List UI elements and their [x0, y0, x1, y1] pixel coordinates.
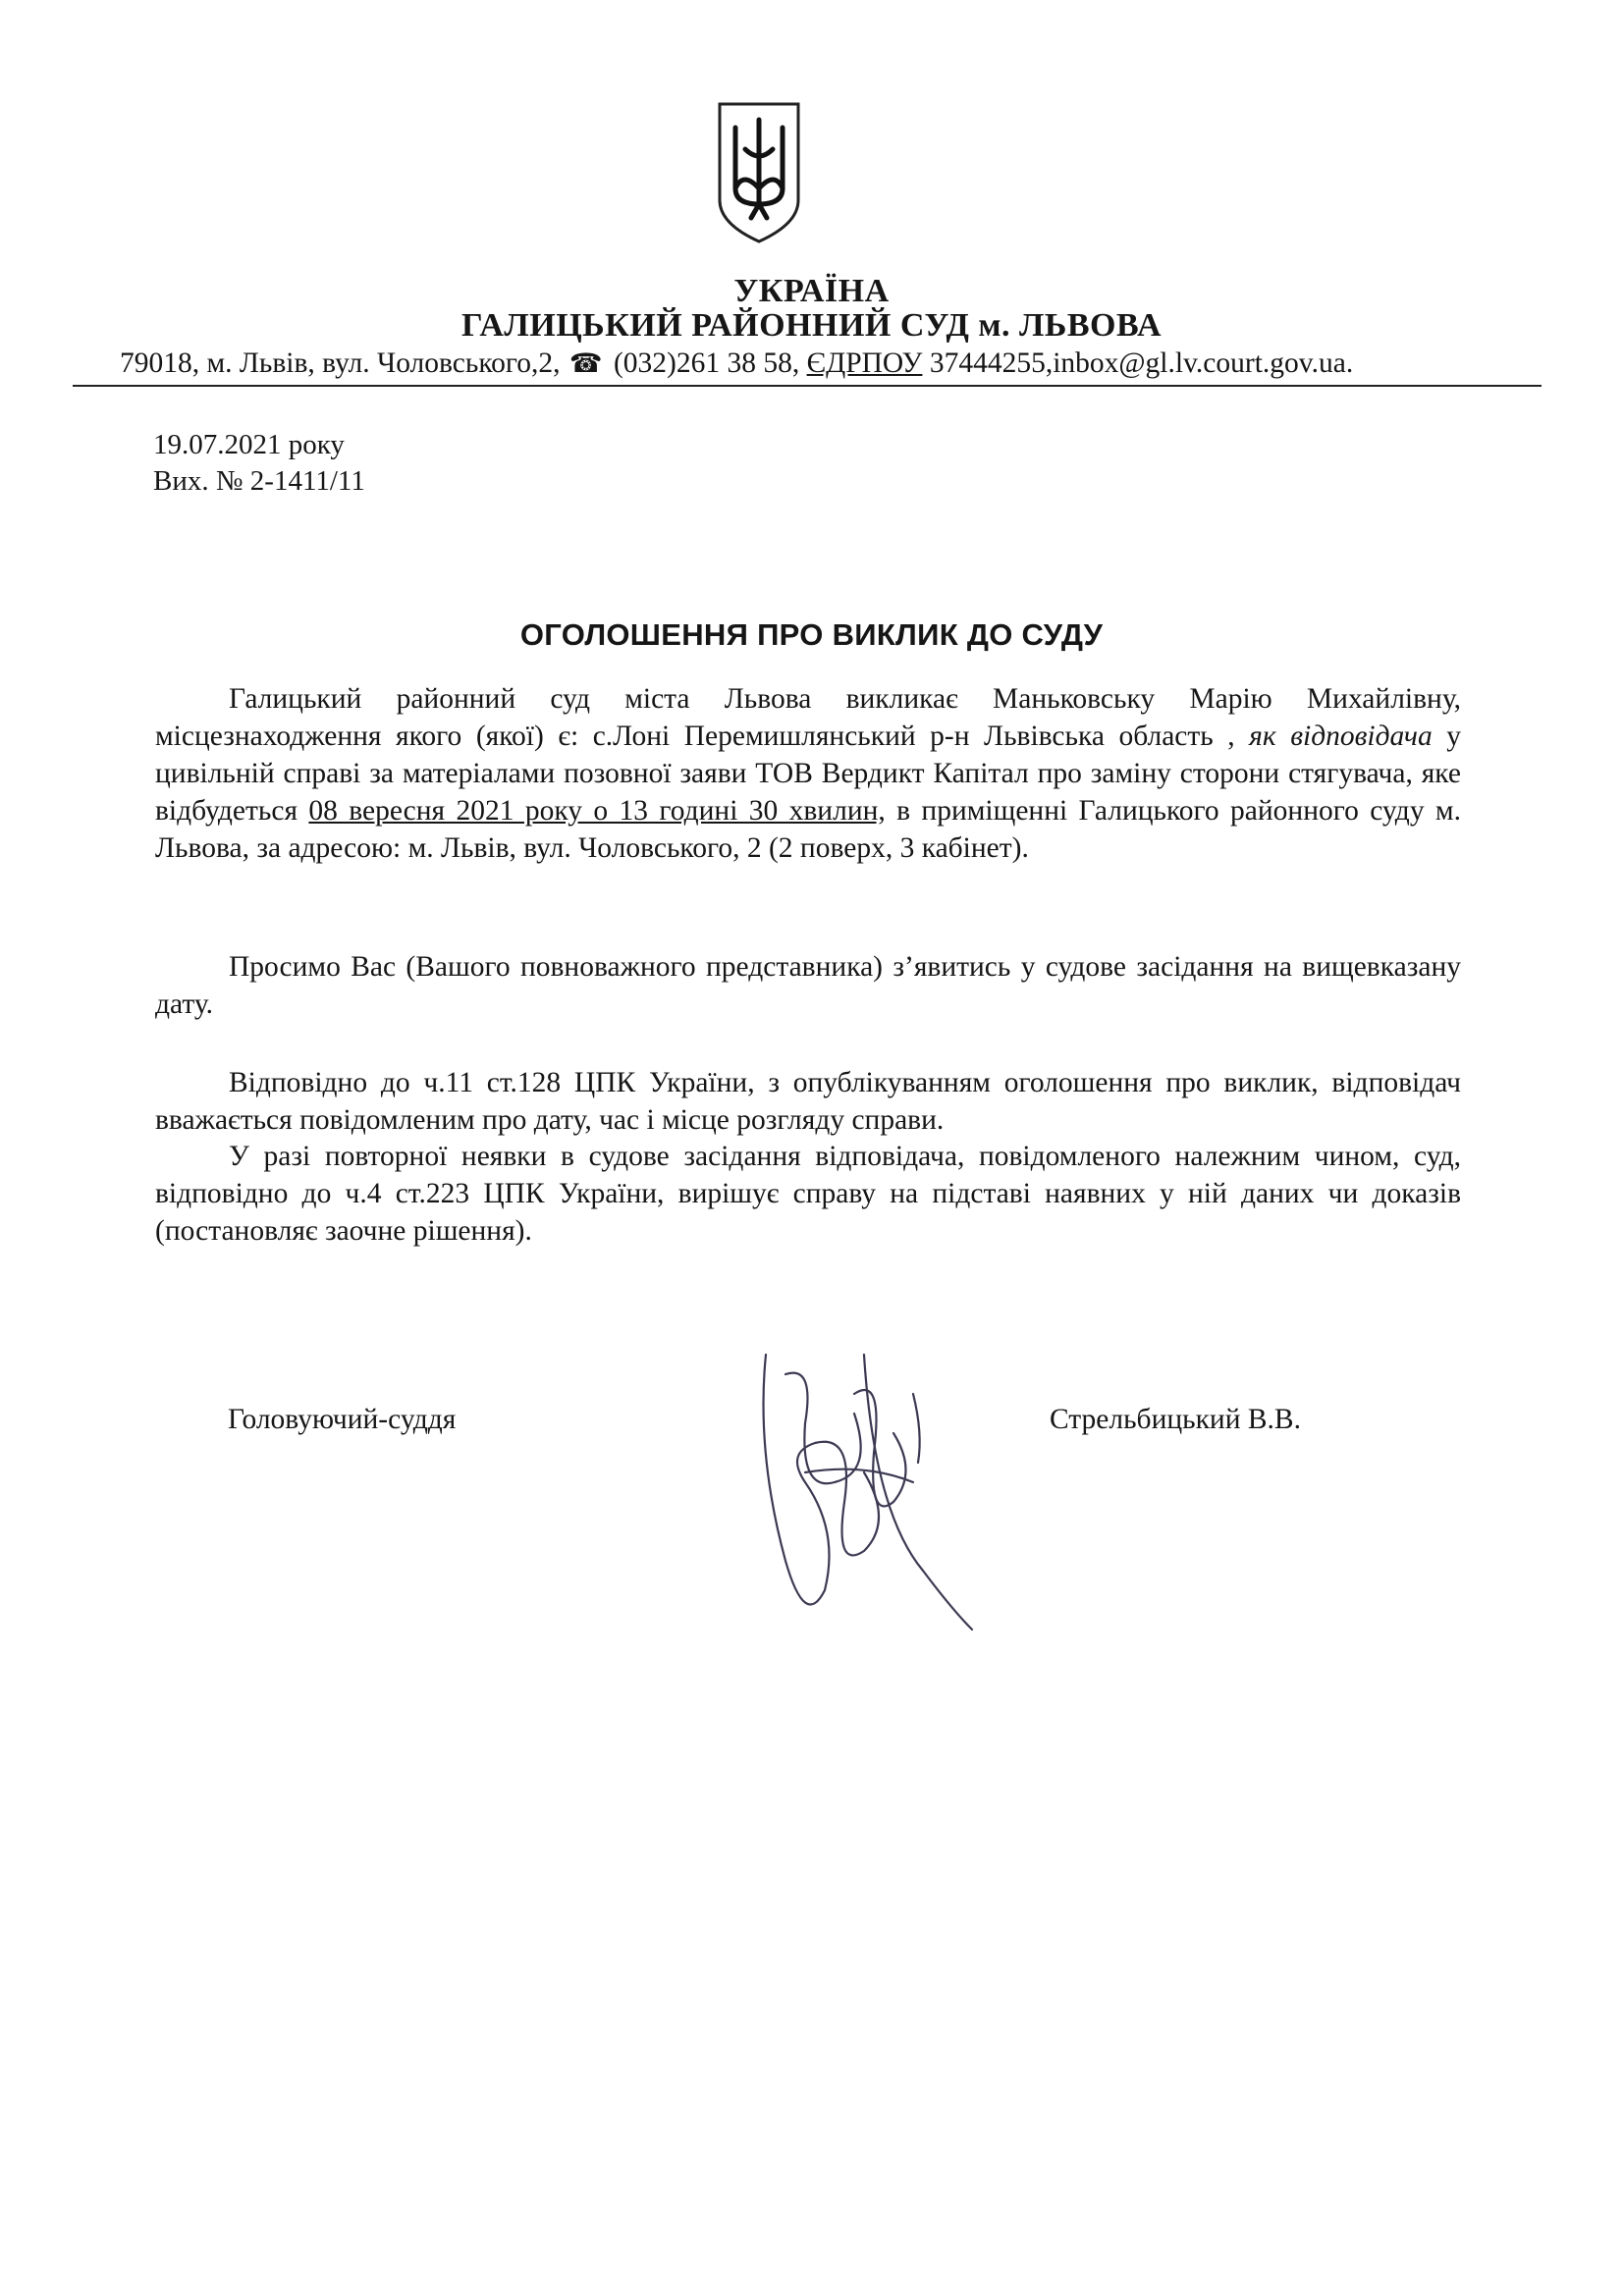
document-title: ОГОЛОШЕННЯ ПРО ВИКЛИК ДО СУДУ — [519, 617, 1104, 652]
summons-role: як відповідача — [1249, 721, 1433, 752]
summons-text-3: в приміщенні Галицького районного суду м. Львова, за адресою: м. Львів, вул. Чоловського, 2 (2 поверх, 3 кабінет). — [155, 795, 1461, 864]
court-address: 79018, м. Львів, вул. Чоловського,2, — [120, 347, 561, 379]
court-phone: (032)261 38 58, — [613, 347, 800, 379]
summons-paragraph — [155, 680, 1461, 867]
phone-icon: ☎ — [568, 348, 603, 378]
default-judgment-paragraph — [155, 1138, 1461, 1250]
notice-text: Відповідно до ч.11 ст.128 ЦПК України, з опублікуванням оголошення про виклик, відповідач вважається повідомленим про дату, час і місце розгляду справи. — [155, 1067, 1461, 1136]
header-divider — [73, 385, 1542, 387]
request-text: Просимо Вас (Вашого повноважного представника) з’явитись у судове засідання на вищевказану дату. — [155, 951, 1461, 1020]
hearing-datetime: 08 вересня 2021 року о 13 годині 30 хвилин, — [308, 795, 886, 827]
handwritten-signature — [746, 1335, 1001, 1649]
summons-text-1: Галицький районний суд міста Львова викликає Маньковську Марію Михайлівну, місцезнаходження якого (якої) є: с.Лоні Перемишлянський р-н Львівська область , — [155, 683, 1461, 752]
default-judgment-text: У разі повторної неявки в судове засідання відповідача, повідомленого належним чином, суд, відповідно до ч.4 ст.223 ЦПК України, вирішує справу на підставі наявних у ній даних чи доказів (постановляє заочне рішення). — [155, 1141, 1461, 1247]
edrpou-and-email: 37444255,inbox@gl.lv.court.gov.ua. — [929, 347, 1354, 379]
request-paragraph — [155, 948, 1461, 1023]
signatory-name: Стрельбицький В.В. — [1050, 1404, 1301, 1435]
country-heading: УКРАЇНА — [733, 273, 890, 309]
court-name-heading: ГАЛИЦЬКИЙ РАЙОННИЙ СУД м. ЛЬВОВА — [460, 307, 1163, 344]
signatory-position: Головуючий-суддя — [228, 1404, 457, 1435]
outgoing-number: Вих. № 2-1411/11 — [153, 465, 365, 497]
summons-text-2: у цивільній справі за матеріалами позовної заяви ТОВ Вердикт Капітал про заміну сторони стягувача, яке відбудеться — [155, 721, 1462, 827]
document-date: 19.07.2021 року — [153, 429, 345, 460]
coat-of-arms-icon — [714, 98, 804, 245]
edrpou-label: ЄДРПОУ — [806, 347, 923, 379]
court-contacts — [120, 347, 1353, 380]
notice-paragraph — [155, 1064, 1461, 1139]
